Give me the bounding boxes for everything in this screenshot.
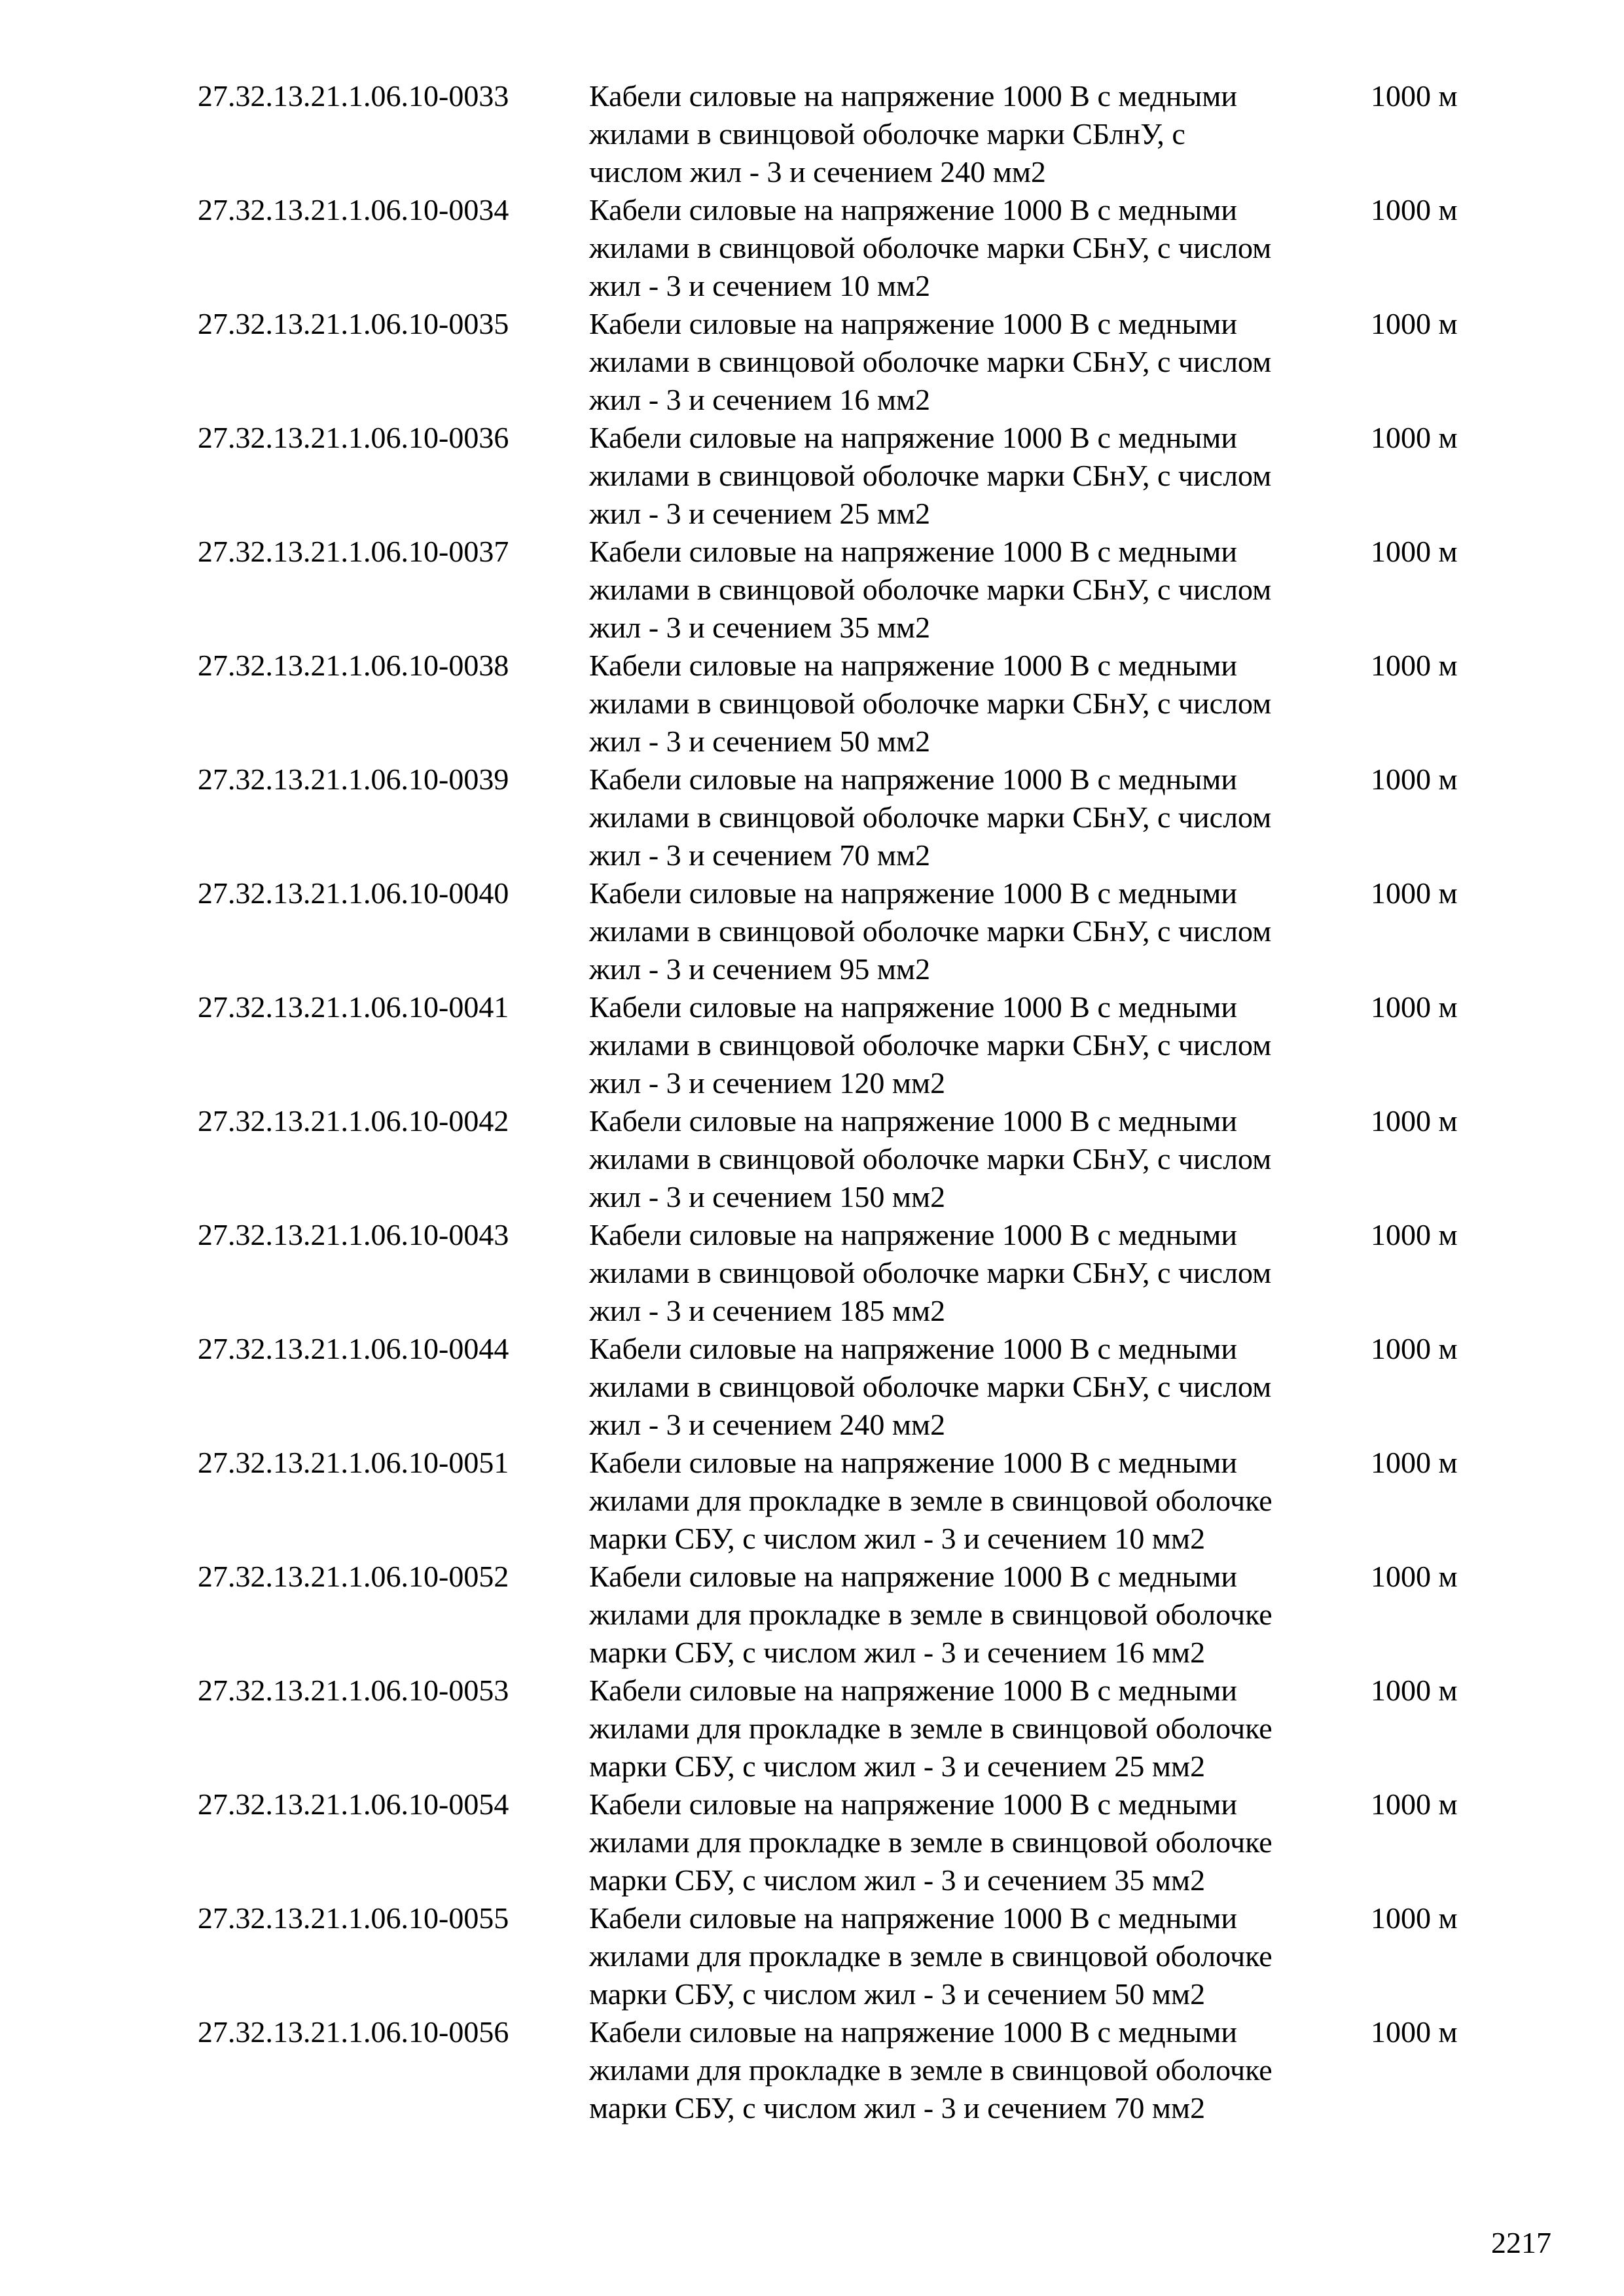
list-item: [198, 761, 1507, 874]
description-line: жил - 3 и сечением 16 мм2: [589, 383, 931, 416]
unit-of-measure: 1000 м: [1371, 649, 1458, 682]
list-item: [198, 1216, 1507, 1330]
resource-code: 27.32.13.21.1.06.10-0044: [198, 1332, 509, 1365]
resource-code: 27.32.13.21.1.06.10-0037: [198, 535, 509, 568]
list-item: [198, 1444, 1507, 1558]
description-line: Кабели силовые на напряжение 1000 В с медными: [589, 990, 1237, 1024]
description-line: жилами для прокладке в земле в свинцовой оболочке: [589, 1598, 1272, 1631]
list-item: [198, 1558, 1507, 1672]
description-line: Кабели силовые на напряжение 1000 В с медными: [589, 1332, 1237, 1365]
description-line: жилами для прокладке в земле в свинцовой оболочке: [589, 1939, 1272, 1973]
unit-of-measure: 1000 м: [1371, 1446, 1458, 1479]
description-line: Кабели силовые на напряжение 1000 В с медными: [589, 1560, 1237, 1593]
list-item: [198, 1672, 1507, 1785]
description-line: жилами для прокладке в земле в свинцовой оболочке: [589, 1484, 1272, 1517]
page-number: 2217: [1491, 2226, 1551, 2259]
description-line: жилами в свинцовой оболочке марки СБнУ, с числом: [589, 459, 1272, 492]
resource-code: 27.32.13.21.1.06.10-0043: [198, 1218, 509, 1251]
resource-description: [589, 1785, 1348, 1899]
resource-description: [589, 1216, 1348, 1330]
unit-of-measure: 1000 м: [1371, 762, 1458, 796]
unit-of-measure: 1000 м: [1371, 421, 1458, 454]
description-line: Кабели силовые на напряжение 1000 В с медными: [589, 307, 1237, 340]
unit-of-measure: 1000 м: [1371, 2015, 1458, 2049]
description-line: жилами в свинцовой оболочке марки СБнУ, с числом: [589, 800, 1272, 834]
resource-code: 27.32.13.21.1.06.10-0055: [198, 1901, 509, 1935]
description-line: жил - 3 и сечением 240 мм2: [589, 1408, 946, 1441]
description-line: Кабели силовые на напряжение 1000 В с медными: [589, 649, 1237, 682]
unit-of-measure: 1000 м: [1371, 1674, 1458, 1707]
description-line: жилами в свинцовой оболочке марки СБнУ, с числом: [589, 1256, 1272, 1289]
description-line: жил - 3 и сечением 70 мм2: [589, 838, 931, 872]
description-line: марки СБУ, с числом жил - 3 и сечением 10 мм2: [589, 1522, 1206, 1555]
description-line: жил - 3 и сечением 10 мм2: [589, 269, 931, 302]
unit-of-measure: 1000 м: [1371, 990, 1458, 1024]
description-line: Кабели силовые на напряжение 1000 В с медными: [589, 1787, 1237, 1821]
description-line: жилами в свинцовой оболочке марки СБнУ, с числом: [589, 573, 1272, 606]
resource-description: [589, 305, 1348, 419]
description-line: жил - 3 и сечением 150 мм2: [589, 1180, 946, 1213]
unit-of-measure: 1000 м: [1371, 193, 1458, 226]
unit-of-measure: 1000 м: [1371, 1787, 1458, 1821]
list-item: [198, 191, 1507, 305]
resource-code: 27.32.13.21.1.06.10-0039: [198, 762, 509, 796]
list-item: [198, 1330, 1507, 1444]
unit-of-measure: 1000 м: [1371, 1332, 1458, 1365]
unit-of-measure: 1000 м: [1371, 535, 1458, 568]
resource-code: 27.32.13.21.1.06.10-0051: [198, 1446, 509, 1479]
resource-description: [589, 191, 1348, 305]
description-line: Кабели силовые на напряжение 1000 В с медными: [589, 1218, 1237, 1251]
unit-of-measure: 1000 м: [1371, 1104, 1458, 1138]
description-line: Кабели силовые на напряжение 1000 В с медными: [589, 876, 1237, 910]
resource-code: 27.32.13.21.1.06.10-0035: [198, 307, 509, 340]
unit-of-measure: 1000 м: [1371, 1560, 1458, 1593]
description-line: жилами для прокладке в земле в свинцовой оболочке: [589, 1825, 1272, 1859]
resource-code: 27.32.13.21.1.06.10-0040: [198, 876, 509, 910]
resource-description: [589, 874, 1348, 988]
resource-code: 27.32.13.21.1.06.10-0052: [198, 1560, 509, 1593]
list-item: [198, 305, 1507, 419]
unit-of-measure: 1000 м: [1371, 1218, 1458, 1251]
description-line: жилами в свинцовой оболочке марки СБнУ, с числом: [589, 914, 1272, 948]
list-item: [198, 77, 1507, 191]
unit-of-measure: 1000 м: [1371, 876, 1458, 910]
resource-code: 27.32.13.21.1.06.10-0033: [198, 79, 509, 113]
resource-description: [589, 1899, 1348, 2013]
list-item: [198, 1102, 1507, 1216]
resource-description: [589, 1558, 1348, 1672]
description-line: жил - 3 и сечением 50 мм2: [589, 725, 931, 758]
resource-code: 27.32.13.21.1.06.10-0041: [198, 990, 509, 1024]
resource-description: [589, 1672, 1348, 1785]
resource-code: 27.32.13.21.1.06.10-0056: [198, 2015, 509, 2049]
description-line: марки СБУ, с числом жил - 3 и сечением 50 мм2: [589, 1977, 1206, 2011]
unit-of-measure: 1000 м: [1371, 307, 1458, 340]
description-line: марки СБУ, с числом жил - 3 и сечением 16 мм2: [589, 1636, 1206, 1669]
list-item: [198, 533, 1507, 647]
unit-of-measure: 1000 м: [1371, 79, 1458, 113]
resource-description: [589, 1330, 1348, 1444]
description-line: жилами в свинцовой оболочке марки СБнУ, с числом: [589, 687, 1272, 720]
description-line: жилами в свинцовой оболочке марки СБнУ, с числом: [589, 1142, 1272, 1175]
unit-of-measure: 1000 м: [1371, 1901, 1458, 1935]
resource-description: [589, 1102, 1348, 1216]
description-line: жил - 3 и сечением 25 мм2: [589, 497, 931, 530]
list-item: [198, 988, 1507, 1102]
resource-description: [589, 647, 1348, 761]
description-line: жилами в свинцовой оболочке марки СБнУ, с числом: [589, 231, 1272, 264]
list-item: [198, 419, 1507, 533]
resource-description: [589, 761, 1348, 874]
resource-description: [589, 2013, 1348, 2127]
resource-description: [589, 419, 1348, 533]
description-line: жилами для прокладке в земле в свинцовой оболочке: [589, 1712, 1272, 1745]
description-line: Кабели силовые на напряжение 1000 В с медными: [589, 421, 1237, 454]
description-line: жил - 3 и сечением 95 мм2: [589, 952, 931, 986]
description-line: марки СБУ, с числом жил - 3 и сечением 35 мм2: [589, 1863, 1206, 1897]
resource-code: 27.32.13.21.1.06.10-0054: [198, 1787, 509, 1821]
list-item: [198, 1785, 1507, 1899]
description-line: марки СБУ, с числом жил - 3 и сечением 25 мм2: [589, 1749, 1206, 1783]
description-line: марки СБУ, с числом жил - 3 и сечением 70 мм2: [589, 2091, 1206, 2125]
description-line: жилами в свинцовой оболочке марки СБнУ, с числом: [589, 345, 1272, 378]
description-line: Кабели силовые на напряжение 1000 В с медными: [589, 193, 1237, 226]
resource-list: [198, 77, 1507, 2127]
description-line: жилами в свинцовой оболочке марки СБлнУ, с: [589, 117, 1185, 151]
description-line: Кабели силовые на напряжение 1000 В с медными: [589, 79, 1237, 113]
list-item: [198, 647, 1507, 761]
resource-code: 27.32.13.21.1.06.10-0053: [198, 1674, 509, 1707]
description-line: Кабели силовые на напряжение 1000 В с медными: [589, 762, 1237, 796]
list-item: [198, 874, 1507, 988]
list-item: [198, 1899, 1507, 2013]
description-line: жилами в свинцовой оболочке марки СБнУ, с числом: [589, 1370, 1272, 1403]
resource-code: 27.32.13.21.1.06.10-0042: [198, 1104, 509, 1138]
description-line: жил - 3 и сечением 35 мм2: [589, 611, 931, 644]
resource-description: [589, 533, 1348, 647]
resource-description: [589, 77, 1348, 191]
description-line: жил - 3 и сечением 185 мм2: [589, 1294, 946, 1327]
description-line: жилами для прокладке в земле в свинцовой оболочке: [589, 2053, 1272, 2087]
description-line: Кабели силовые на напряжение 1000 В с медными: [589, 1446, 1237, 1479]
description-line: Кабели силовые на напряжение 1000 В с медными: [589, 1674, 1237, 1707]
description-line: Кабели силовые на напряжение 1000 В с медными: [589, 535, 1237, 568]
resource-code: 27.32.13.21.1.06.10-0038: [198, 649, 509, 682]
description-line: жилами в свинцовой оболочке марки СБнУ, с числом: [589, 1028, 1272, 1062]
description-line: Кабели силовые на напряжение 1000 В с медными: [589, 1901, 1237, 1935]
resource-description: [589, 1444, 1348, 1558]
description-line: Кабели силовые на напряжение 1000 В с медными: [589, 2015, 1237, 2049]
description-line: жил - 3 и сечением 120 мм2: [589, 1066, 946, 1100]
description-line: числом жил - 3 и сечением 240 мм2: [589, 155, 1046, 188]
resource-code: 27.32.13.21.1.06.10-0034: [198, 193, 509, 226]
description-line: Кабели силовые на напряжение 1000 В с медными: [589, 1104, 1237, 1138]
resource-code: 27.32.13.21.1.06.10-0036: [198, 421, 509, 454]
list-item: [198, 2013, 1507, 2127]
resource-description: [589, 988, 1348, 1102]
